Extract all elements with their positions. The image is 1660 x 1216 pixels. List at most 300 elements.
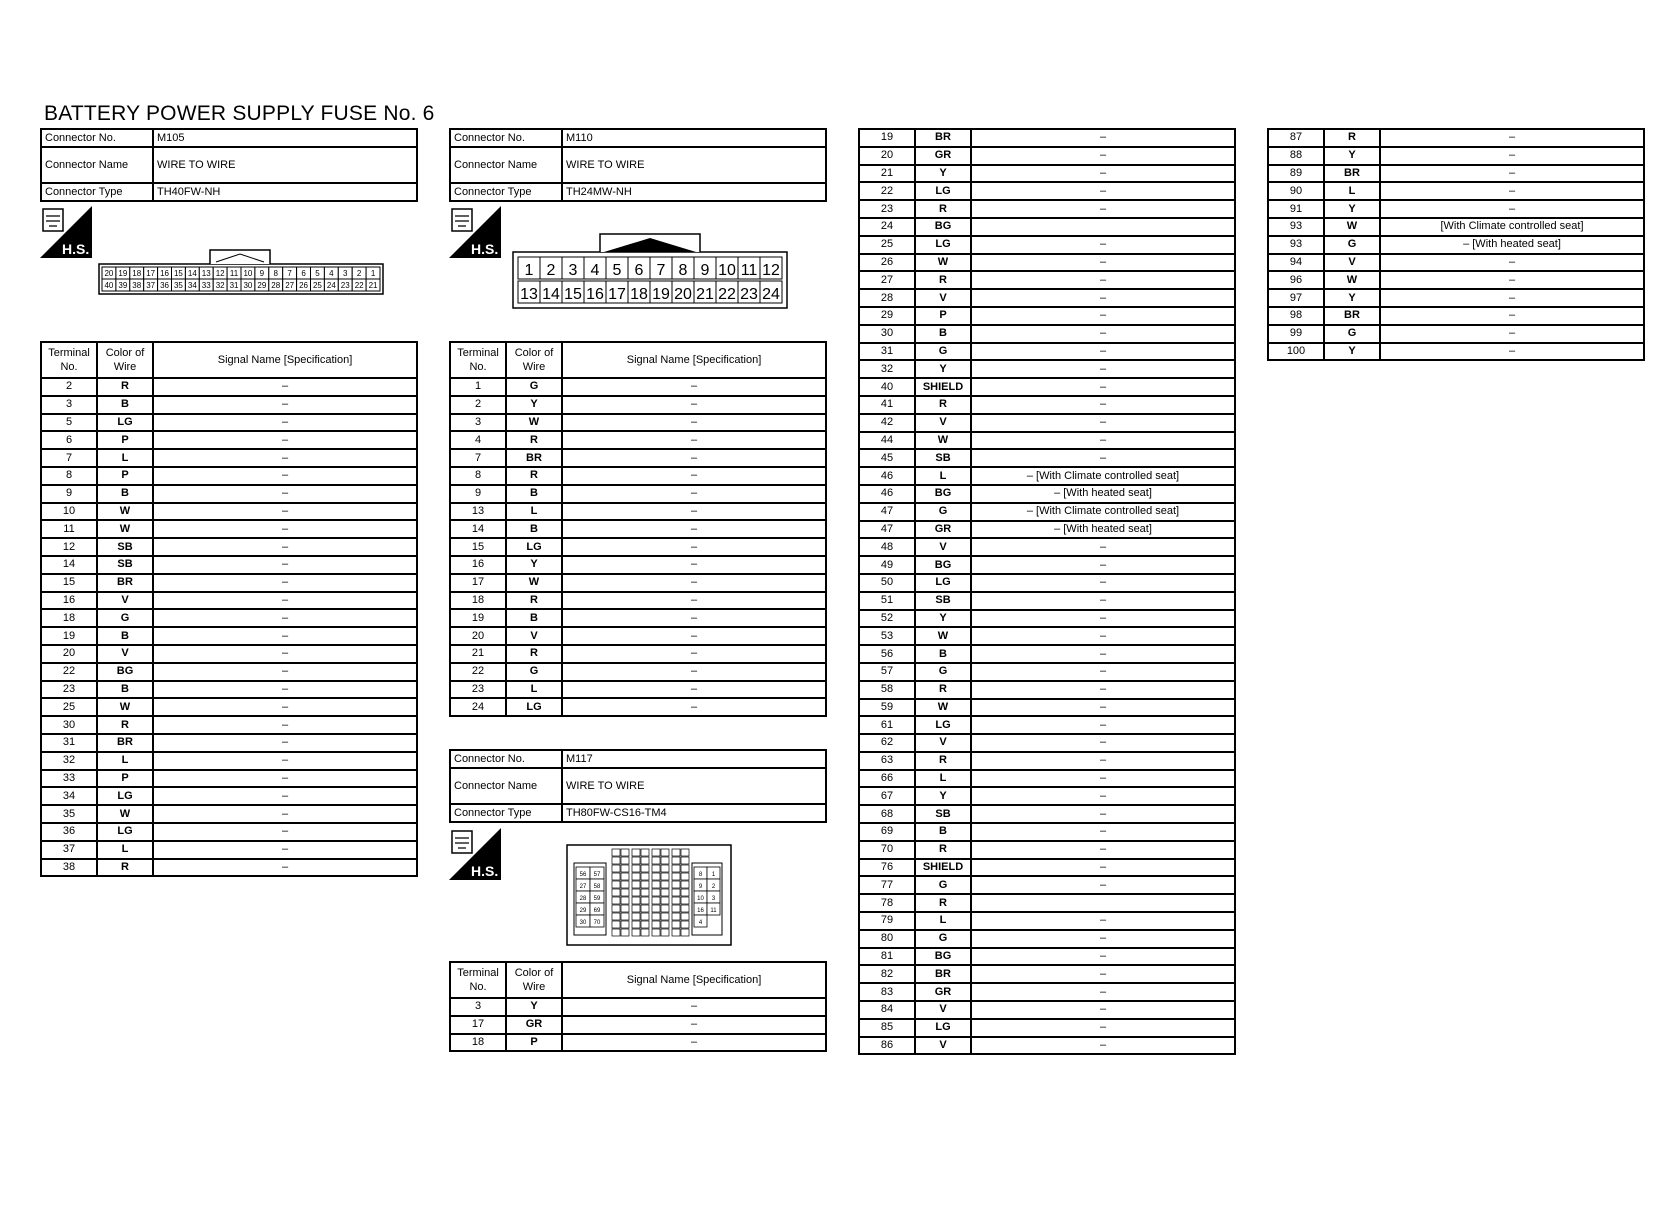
table-row <box>41 734 417 752</box>
terminal-no-cell: 40 <box>859 378 915 396</box>
wire-color-cell: R <box>915 894 971 912</box>
table-row <box>859 236 1235 254</box>
signal-name-cell: – <box>971 592 1235 610</box>
signal-name-cell: – <box>1380 325 1644 343</box>
pin-label: 18 <box>630 286 648 303</box>
table-row <box>450 663 826 681</box>
pin-label: 34 <box>187 281 197 290</box>
pin-cell <box>641 897 649 904</box>
pin-label: 6 <box>301 269 306 278</box>
wire-color-cell: B <box>915 645 971 663</box>
pin-cell <box>681 889 689 896</box>
table-row <box>1268 254 1644 272</box>
pin-label: 7 <box>287 269 292 278</box>
terminal-no-cell: 76 <box>859 859 915 877</box>
signal-name-cell: – <box>971 396 1235 414</box>
table-row <box>1268 129 1644 147</box>
hs-label: H.S. <box>471 863 499 879</box>
pin-cell <box>612 873 620 880</box>
terminal-table-m105 <box>40 341 418 877</box>
wire-color-cell: W <box>97 503 153 521</box>
signal-name-cell: – <box>153 574 417 592</box>
terminal-no-cell: 16 <box>450 556 506 574</box>
terminal-no-cell: 83 <box>859 983 915 1001</box>
signal-name-cell: – <box>153 485 417 503</box>
connector-name-label: Connector Name <box>41 147 153 183</box>
signal-name-cell: – <box>153 698 417 716</box>
terminal-no-cell: 24 <box>859 218 915 236</box>
terminal-no-cell: 70 <box>859 841 915 859</box>
pin-cell <box>661 897 669 904</box>
pin-cell <box>612 897 620 904</box>
table-row <box>450 645 826 663</box>
wire-color-cell: SHIELD <box>915 859 971 877</box>
terminal-no-cell: 66 <box>859 770 915 788</box>
signal-name-cell: – [With Climate controlled seat] <box>971 467 1235 485</box>
wire-color-cell: Y <box>1324 343 1380 361</box>
wire-color-cell: W <box>97 805 153 823</box>
terminal-no-cell: 46 <box>859 485 915 503</box>
signal-name-cell: – <box>971 770 1235 788</box>
terminal-no-cell: 5 <box>41 414 97 432</box>
terminal-no-cell: 37 <box>41 841 97 859</box>
terminal-no-cell: 22 <box>41 663 97 681</box>
terminal-no-cell: 85 <box>859 1019 915 1037</box>
table-row <box>859 254 1235 272</box>
pin-label: 19 <box>652 286 670 303</box>
wire-color-cell: V <box>915 538 971 556</box>
pin-label: 37 <box>146 281 156 290</box>
table-row <box>41 805 417 823</box>
pin-cell <box>632 849 640 856</box>
signal-name-cell: – <box>971 254 1235 272</box>
pin-label: 29 <box>257 281 267 290</box>
signal-header: Signal Name [Specification] <box>562 962 826 998</box>
connector-no-value: M110 <box>562 129 826 147</box>
wire-color-cell: GR <box>506 1016 562 1034</box>
signal-name-cell: – <box>562 698 826 716</box>
pin-label: 19 <box>118 269 128 278</box>
table-row <box>1268 289 1644 307</box>
pin-cell <box>661 921 669 928</box>
table-row <box>859 699 1235 717</box>
terminal-no-cell: 56 <box>859 645 915 663</box>
terminal-no-cell: 32 <box>41 752 97 770</box>
pin-cell <box>652 857 660 864</box>
signal-name-cell: – [With Climate controlled seat] <box>971 503 1235 521</box>
signal-name-cell: – <box>153 663 417 681</box>
connector-no-label: Connector No. <box>450 750 562 768</box>
wire-color-cell: BR <box>915 965 971 983</box>
table-row <box>41 556 417 574</box>
signal-name-cell: – <box>971 574 1235 592</box>
table-row <box>859 289 1235 307</box>
signal-name-cell: – <box>971 734 1235 752</box>
terminal-no-cell: 18 <box>41 609 97 627</box>
wire-color-cell: Y <box>915 787 971 805</box>
signal-name-cell: [With Climate controlled seat] <box>1380 218 1644 236</box>
signal-name-cell: – <box>971 912 1235 930</box>
terminal-no-cell: 26 <box>859 254 915 272</box>
pin-label: 40 <box>104 281 114 290</box>
table-row <box>859 432 1235 450</box>
signal-name-cell: – <box>1380 254 1644 272</box>
table-row <box>450 592 826 610</box>
wire-color-cell: V <box>506 627 562 645</box>
wire-color-cell: G <box>915 930 971 948</box>
signal-name-cell: – <box>562 378 826 396</box>
wire-color-cell: B <box>506 485 562 503</box>
pin-cell <box>661 929 669 936</box>
pin-label: 18 <box>132 269 142 278</box>
wire-color-cell: LG <box>97 787 153 805</box>
pin-cell <box>632 905 640 912</box>
terminal-no-cell: 8 <box>450 467 506 485</box>
signal-name-cell: – <box>562 520 826 538</box>
wire-color-cell: L <box>915 467 971 485</box>
signal-name-cell: – <box>971 610 1235 628</box>
wire-color-cell: BR <box>1324 307 1380 325</box>
pin-label: 38 <box>132 281 142 290</box>
table-row <box>41 449 417 467</box>
pin-label: 39 <box>118 281 128 290</box>
pin-label: 35 <box>173 281 183 290</box>
table-row <box>41 681 417 699</box>
pin-cell <box>621 889 629 896</box>
pin-cell <box>632 889 640 896</box>
pin-label: 24 <box>326 281 336 290</box>
signal-name-cell: – [With heated seat] <box>1380 236 1644 254</box>
table-row <box>859 627 1235 645</box>
pin-label: 20 <box>104 269 114 278</box>
pin-label: 13 <box>520 286 538 303</box>
terminal-no-cell: 79 <box>859 912 915 930</box>
terminal-no-cell: 94 <box>1268 254 1324 272</box>
connector-info-m117 <box>449 749 827 823</box>
signal-name-cell: – <box>562 538 826 556</box>
table-row <box>859 414 1235 432</box>
signal-name-cell: – <box>971 823 1235 841</box>
terminal-no-cell: 24 <box>450 698 506 716</box>
pin-label: 2 <box>356 269 362 278</box>
table-row <box>859 360 1235 378</box>
terminal-no-cell: 20 <box>41 645 97 663</box>
signal-name-cell: – <box>971 627 1235 645</box>
wire-color-cell: R <box>915 396 971 414</box>
pin-label: 16 <box>586 286 604 303</box>
signal-name-cell <box>971 218 1235 236</box>
terminal-no-cell: 25 <box>859 236 915 254</box>
signal-name-cell: – <box>971 449 1235 467</box>
signal-name-cell: – <box>971 876 1235 894</box>
pin-cell <box>632 929 640 936</box>
signal-name-cell: – <box>562 645 826 663</box>
table-row <box>859 574 1235 592</box>
signal-name-cell: – <box>562 414 826 432</box>
terminal-no-cell: 36 <box>41 823 97 841</box>
pin-label: 26 <box>299 281 309 290</box>
signal-name-cell: – <box>562 663 826 681</box>
pin-label: 21 <box>368 281 378 290</box>
signal-name-cell: – <box>153 609 417 627</box>
wire-color-cell: W <box>915 254 971 272</box>
terminal-no-cell: 93 <box>1268 236 1324 254</box>
pin-cell <box>652 881 660 888</box>
wire-color-cell: Y <box>506 396 562 414</box>
pin-cell <box>652 897 660 904</box>
terminal-no-cell: 91 <box>1268 200 1324 218</box>
wire-color-cell: Y <box>1324 200 1380 218</box>
wire-color-cell: W <box>506 414 562 432</box>
pin-label: 70 <box>593 920 601 926</box>
pin-cell <box>612 881 620 888</box>
terminal-no-cell: 86 <box>859 1037 915 1055</box>
table-row <box>859 200 1235 218</box>
terminal-no-cell: 49 <box>859 556 915 574</box>
signal-name-cell: – <box>1380 271 1644 289</box>
table-row <box>1268 182 1644 200</box>
pin-label: 22 <box>718 286 736 303</box>
pin-cell <box>681 881 689 888</box>
signal-name-cell: – <box>971 1037 1235 1055</box>
pin-label: 9 <box>259 269 265 278</box>
pin-label: 15 <box>564 286 582 303</box>
terminal-no-cell: 9 <box>450 485 506 503</box>
table-row <box>859 449 1235 467</box>
table-row <box>859 592 1235 610</box>
wire-color-cell: P <box>97 467 153 485</box>
table-row <box>859 165 1235 183</box>
signal-name-cell: – <box>971 129 1235 147</box>
pin-cell <box>681 921 689 928</box>
page-title: BATTERY POWER SUPPLY FUSE No. 6 <box>44 102 435 125</box>
wire-color-cell: G <box>915 503 971 521</box>
pin-cell <box>652 929 660 936</box>
wire-color-cell: SB <box>97 556 153 574</box>
pin-cell <box>672 857 680 864</box>
signal-name-cell: – <box>971 787 1235 805</box>
terminal-no-cell: 2 <box>41 378 97 396</box>
pin-label: 12 <box>215 269 225 278</box>
wire-color-cell: LG <box>97 414 153 432</box>
pin-cell <box>681 897 689 904</box>
signal-name-cell: – <box>1380 289 1644 307</box>
table-row <box>859 645 1235 663</box>
wire-color-cell: GR <box>915 147 971 165</box>
signal-name-cell: – <box>971 699 1235 717</box>
pin-cell <box>632 881 640 888</box>
table-row <box>41 592 417 610</box>
pin-label: 11 <box>229 269 239 278</box>
pin-label: 69 <box>593 908 601 914</box>
pin-label: 17 <box>608 286 626 303</box>
pin-label: 2 <box>546 262 556 279</box>
wire-color-cell: R <box>915 271 971 289</box>
m117-left-block <box>576 867 604 927</box>
terminal-no-cell: 13 <box>450 503 506 521</box>
connector-type-value: TH24MW-NH <box>562 183 826 201</box>
wire-color-cell: G <box>915 663 971 681</box>
table-row <box>41 485 417 503</box>
signal-name-cell: – <box>971 716 1235 734</box>
signal-name-cell: – <box>1380 165 1644 183</box>
pin-label: 24 <box>762 286 780 303</box>
table-row <box>450 467 826 485</box>
table-row <box>859 681 1235 699</box>
signal-name-cell: – <box>562 1034 826 1052</box>
connector-name-value: WIRE TO WIRE <box>153 147 417 183</box>
table-row <box>859 610 1235 628</box>
terminal-no-cell: 50 <box>859 574 915 592</box>
table-row <box>1268 271 1644 289</box>
signal-name-cell: – <box>971 289 1235 307</box>
pin-cell <box>652 873 660 880</box>
table-row <box>450 1034 826 1052</box>
table-row <box>41 503 417 521</box>
pin-label: 4 <box>329 269 334 278</box>
signal-header: Signal Name [Specification] <box>153 342 417 378</box>
terminal-no-cell: 35 <box>41 805 97 823</box>
connector-face-m110 <box>512 232 788 310</box>
terminal-no-cell: 3 <box>450 414 506 432</box>
terminal-no-cell: 46 <box>859 467 915 485</box>
pin-label: 9 <box>700 262 710 279</box>
signal-name-cell: – <box>153 823 417 841</box>
pin-label: 14 <box>187 269 197 278</box>
wire-color-cell: W <box>97 698 153 716</box>
wire-color-cell: BR <box>506 449 562 467</box>
pin-cell <box>641 881 649 888</box>
pin-label: 2 <box>711 884 716 890</box>
wire-color-cell: BG <box>915 948 971 966</box>
hs-icon <box>449 206 501 258</box>
table-row <box>41 396 417 414</box>
terminal-no-cell: 27 <box>859 271 915 289</box>
signal-name-cell: – <box>153 752 417 770</box>
pin-cell <box>641 905 649 912</box>
pin-cell <box>632 897 640 904</box>
table-row <box>450 503 826 521</box>
pin-cell <box>681 857 689 864</box>
signal-name-cell: – <box>562 627 826 645</box>
m110-pin-row-top <box>518 257 782 279</box>
wire-color-cell: SHIELD <box>915 378 971 396</box>
table-row <box>859 485 1235 503</box>
terminal-no-cell: 22 <box>859 182 915 200</box>
pin-label: 13 <box>201 269 211 278</box>
signal-name-cell: – <box>971 147 1235 165</box>
wire-color-cell: R <box>97 859 153 877</box>
pin-label: 10 <box>697 896 704 902</box>
table-row <box>41 378 417 396</box>
pin-cell <box>612 849 620 856</box>
terminal-no-cell: 84 <box>859 1001 915 1019</box>
table-row <box>859 521 1235 539</box>
terminal-no-cell: 68 <box>859 805 915 823</box>
wire-color-cell: Y <box>506 998 562 1016</box>
wire-color-cell: R <box>506 467 562 485</box>
pin-cell <box>661 889 669 896</box>
pin-cell <box>641 913 649 920</box>
signal-name-cell: – <box>153 645 417 663</box>
pin-label: 23 <box>740 286 758 303</box>
terminal-no-cell: 17 <box>450 574 506 592</box>
terminal-no-cell: 32 <box>859 360 915 378</box>
table-row <box>450 431 826 449</box>
wire-color-cell: LG <box>506 538 562 556</box>
m105-pin-row-top <box>102 267 380 279</box>
table-row <box>41 859 417 877</box>
signal-name-cell: – <box>971 360 1235 378</box>
signal-name-cell: – <box>971 165 1235 183</box>
connector-type-value: TH80FW-CS16-TM4 <box>562 804 826 822</box>
signal-name-cell: – <box>562 574 826 592</box>
table-row <box>859 716 1235 734</box>
wire-color-cell: BG <box>915 218 971 236</box>
table-row <box>450 574 826 592</box>
table-row <box>859 538 1235 556</box>
terminal-no-cell: 15 <box>41 574 97 592</box>
wire-color-cell: L <box>506 681 562 699</box>
wire-color-cell: Y <box>915 360 971 378</box>
wire-color-cell: BR <box>1324 165 1380 183</box>
pin-cell <box>661 873 669 880</box>
wire-color-cell: V <box>915 734 971 752</box>
terminal-no-cell: 12 <box>41 538 97 556</box>
pin-cell <box>641 873 649 880</box>
signal-name-cell: – <box>153 627 417 645</box>
wire-color-cell: R <box>506 592 562 610</box>
signal-name-cell: – <box>562 449 826 467</box>
pin-label: 27 <box>285 281 295 290</box>
table-row <box>859 859 1235 877</box>
pin-label: 8 <box>698 872 703 878</box>
wire-color-cell: R <box>97 378 153 396</box>
wire-color-cell: Y <box>506 556 562 574</box>
pin-cell <box>612 865 620 872</box>
wire-color-cell: W <box>915 627 971 645</box>
terminal-table-m117 <box>449 961 827 1052</box>
signal-name-cell: – <box>562 503 826 521</box>
table-row <box>859 1037 1235 1055</box>
terminal-no-cell: 58 <box>859 681 915 699</box>
pin-label: 28 <box>579 896 587 902</box>
table-row <box>859 805 1235 823</box>
pin-cell <box>681 913 689 920</box>
signal-name-cell: – <box>153 503 417 521</box>
signal-name-cell: – <box>971 663 1235 681</box>
wire-color-cell: B <box>97 396 153 414</box>
pin-cell <box>632 857 640 864</box>
wire-color-cell: Y <box>1324 289 1380 307</box>
pin-label: 16 <box>697 908 704 914</box>
table-row <box>450 681 826 699</box>
wire-color-cell: G <box>1324 325 1380 343</box>
signal-name-cell: – <box>971 948 1235 966</box>
signal-name-cell: – <box>971 378 1235 396</box>
pin-cell <box>612 889 620 896</box>
wire-color-cell: B <box>915 823 971 841</box>
terminal-no-header: Terminal No. <box>41 342 97 378</box>
wire-color-cell: Y <box>915 610 971 628</box>
pin-label: 25 <box>312 281 322 290</box>
signal-name-cell: – <box>971 983 1235 1001</box>
terminal-no-cell: 63 <box>859 752 915 770</box>
pin-label: 33 <box>201 281 211 290</box>
table-row <box>859 325 1235 343</box>
wire-color-cell: L <box>915 912 971 930</box>
terminal-table-m110 <box>449 341 827 717</box>
